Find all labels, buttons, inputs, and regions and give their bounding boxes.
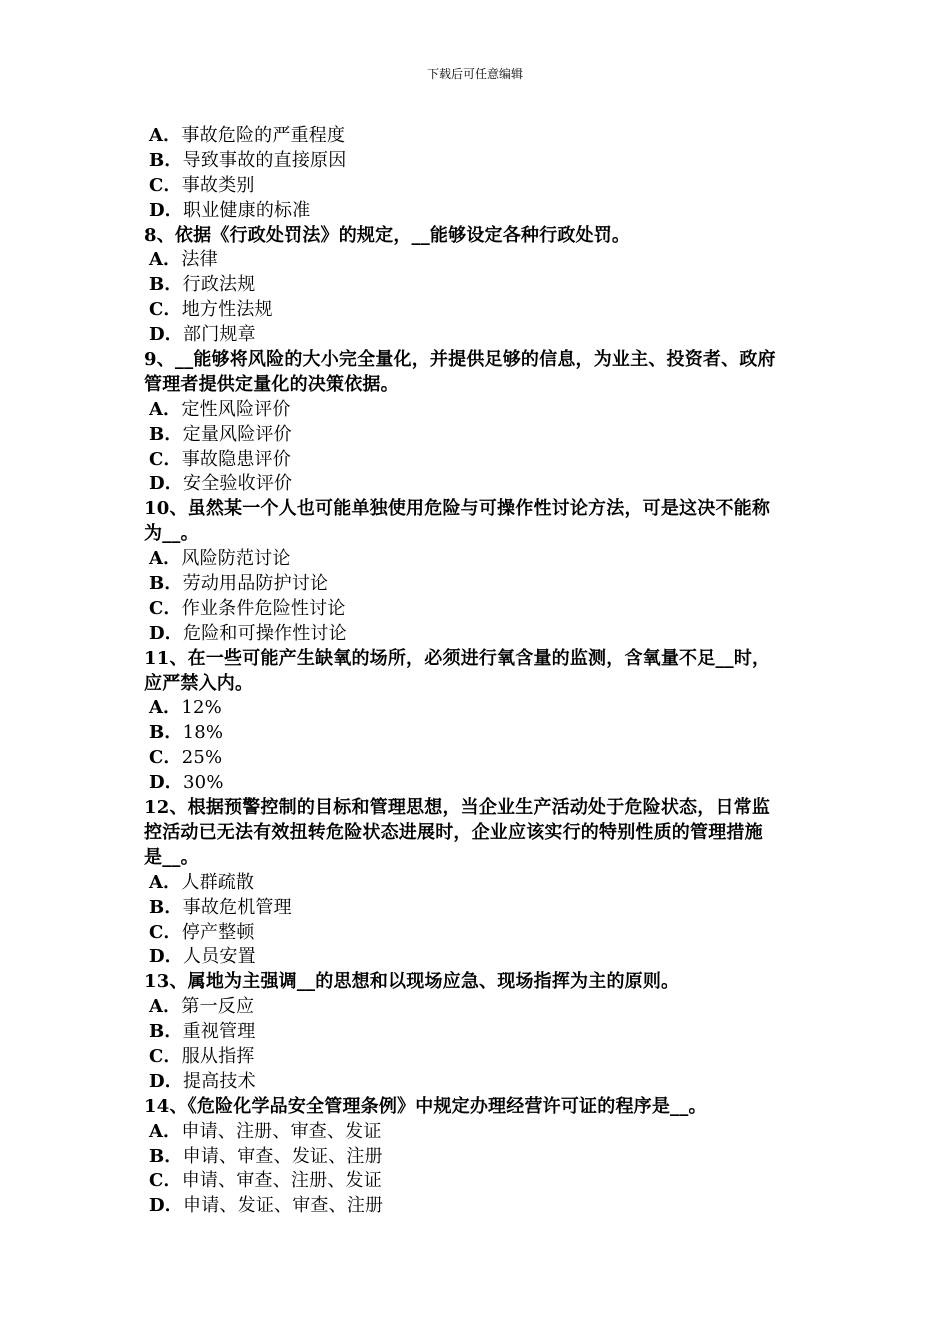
option-text: 重视管理 <box>182 1021 256 1043</box>
question-line: 13、属地为主强调__的思想和以现场应急、现场指挥为主的原则。 <box>144 971 680 993</box>
option-line <box>144 1070 810 1095</box>
option-letter: A． <box>149 996 182 1018</box>
option-letter: B． <box>149 573 183 595</box>
option-line <box>144 597 810 622</box>
option-text: 法律 <box>181 249 218 271</box>
option-letter: D． <box>149 1195 184 1217</box>
option-line <box>144 1145 810 1170</box>
option-line <box>144 448 810 473</box>
option-text: 定性风险评价 <box>181 398 291 420</box>
option-letter: D． <box>149 772 184 794</box>
option-line <box>144 572 810 597</box>
option-text: 事故类别 <box>181 174 255 196</box>
option-line <box>144 298 810 323</box>
option-letter: A． <box>149 125 182 146</box>
option-letter: A． <box>149 871 182 893</box>
option-text: 导致事故的直接原因 <box>182 149 347 171</box>
option-line <box>144 248 810 273</box>
page-header: 下载后可任意编辑 <box>426 67 523 81</box>
document-body <box>144 124 810 1219</box>
option-text: 12% <box>181 697 222 719</box>
option-text: 事故隐患评价 <box>181 448 291 470</box>
option-line <box>144 945 810 970</box>
option-text: 申请、发证、审查、注册 <box>183 1195 384 1217</box>
option-line <box>144 896 810 921</box>
option-line <box>144 1020 810 1045</box>
option-text: 25% <box>181 747 223 769</box>
option-line <box>144 1045 810 1070</box>
option-text: 申请、审查、发证、注册 <box>182 1145 383 1167</box>
option-text: 30% <box>183 772 224 794</box>
option-letter: C． <box>149 747 182 769</box>
question-line: 是__。 <box>144 846 199 868</box>
option-line <box>144 696 810 721</box>
question-line: 控活动已无法有效扭转危险状态进展时，企业应该实行的特别性质的管理措施 <box>144 821 763 843</box>
option-letter: B． <box>149 722 183 744</box>
option-line <box>144 472 810 497</box>
option-line <box>144 1194 810 1219</box>
option-line <box>144 1169 810 1194</box>
option-letter: D． <box>149 473 184 495</box>
option-text: 申请、注册、审查、发证 <box>181 1120 382 1142</box>
option-letter: C． <box>149 597 182 619</box>
option-text: 提高技术 <box>183 1070 256 1092</box>
option-letter: A． <box>149 398 182 420</box>
option-line <box>144 995 810 1020</box>
option-line <box>144 721 810 746</box>
option-text: 劳动用品防护讨论 <box>182 573 329 595</box>
option-letter: D． <box>149 1070 184 1092</box>
option-text: 定量风险评价 <box>182 423 292 445</box>
option-line <box>144 199 810 224</box>
option-letter: C． <box>149 299 182 321</box>
option-line <box>144 174 810 199</box>
option-text: 第一反应 <box>181 996 255 1018</box>
option-letter: B． <box>149 274 183 296</box>
option-text: 停产整顿 <box>181 921 255 943</box>
option-text: 人群疏散 <box>181 871 255 893</box>
option-letter: C． <box>149 1170 182 1192</box>
option-letter: B． <box>149 1145 183 1167</box>
option-letter: B． <box>149 896 183 918</box>
option-letter: C． <box>149 1045 182 1067</box>
option-letter: B． <box>149 423 183 445</box>
option-line <box>144 398 810 423</box>
option-text: 部门规章 <box>183 324 256 346</box>
option-letter: A． <box>149 548 182 570</box>
option-letter: C． <box>149 448 182 470</box>
option-text: 地方性法规 <box>181 299 273 321</box>
option-letter: B． <box>149 149 183 171</box>
question-line: 10、虽然某一个人也可能单独使用危险与可操作性讨论方法，可是这决不能称 <box>144 498 771 520</box>
option-line <box>144 547 810 572</box>
option-line <box>144 273 810 298</box>
option-text: 服从指挥 <box>181 1045 255 1067</box>
option-line <box>144 771 810 796</box>
option-letter: A． <box>149 249 182 271</box>
option-line <box>144 423 810 448</box>
question-line: 12、根据预警控制的目标和管理思想，当企业生产活动处于危险状态，日常监 <box>144 797 771 819</box>
option-letter: D． <box>149 324 184 346</box>
option-letter: C． <box>149 174 182 196</box>
option-text: 申请、审查、注册、发证 <box>181 1170 382 1192</box>
option-line <box>144 1120 810 1145</box>
option-line <box>144 124 810 149</box>
question-line: 8、依据《行政处罚法》的规定，__能够设定各种行政处罚。 <box>144 224 631 246</box>
question-line: 管理者提供定量化的决策依据。 <box>144 373 399 395</box>
option-text: 事故危险的严重程度 <box>181 125 346 146</box>
option-letter: A． <box>149 1120 182 1142</box>
option-letter: B． <box>149 1021 183 1043</box>
option-letter: D． <box>149 199 184 221</box>
question-line: 9、__能够将风险的大小完全量化，并提供足够的信息，为业主、投资者、政府 <box>144 349 776 371</box>
option-text: 事故危机管理 <box>182 896 292 918</box>
option-line <box>144 871 810 896</box>
option-line <box>144 746 810 771</box>
option-text: 职业健康的标准 <box>183 199 311 221</box>
option-text: 作业条件危险性讨论 <box>181 597 346 619</box>
option-letter: A． <box>149 697 182 719</box>
question-line: 14、《危险化学品安全管理条例》中规定办理经营许可证的程序是__。 <box>144 1095 707 1117</box>
option-line <box>144 921 810 946</box>
question-line: 11、在一些可能产生缺氧的场所，必须进行氧含量的监测，含氧量不足__时， <box>144 647 771 669</box>
option-letter: D． <box>149 946 184 968</box>
option-text: 行政法规 <box>182 274 256 296</box>
question-line: 为__。 <box>144 523 199 545</box>
option-line <box>144 622 810 647</box>
option-line <box>144 323 810 348</box>
option-text: 风险防范讨论 <box>181 548 291 570</box>
question-line: 应严禁入内。 <box>144 672 254 694</box>
option-text: 人员安置 <box>183 946 256 968</box>
option-letter: C． <box>149 921 182 943</box>
option-letter: D． <box>149 622 184 644</box>
option-text: 安全验收评价 <box>183 473 293 495</box>
option-text: 18% <box>182 722 224 744</box>
option-text: 危险和可操作性讨论 <box>183 622 347 644</box>
option-line <box>144 149 810 174</box>
